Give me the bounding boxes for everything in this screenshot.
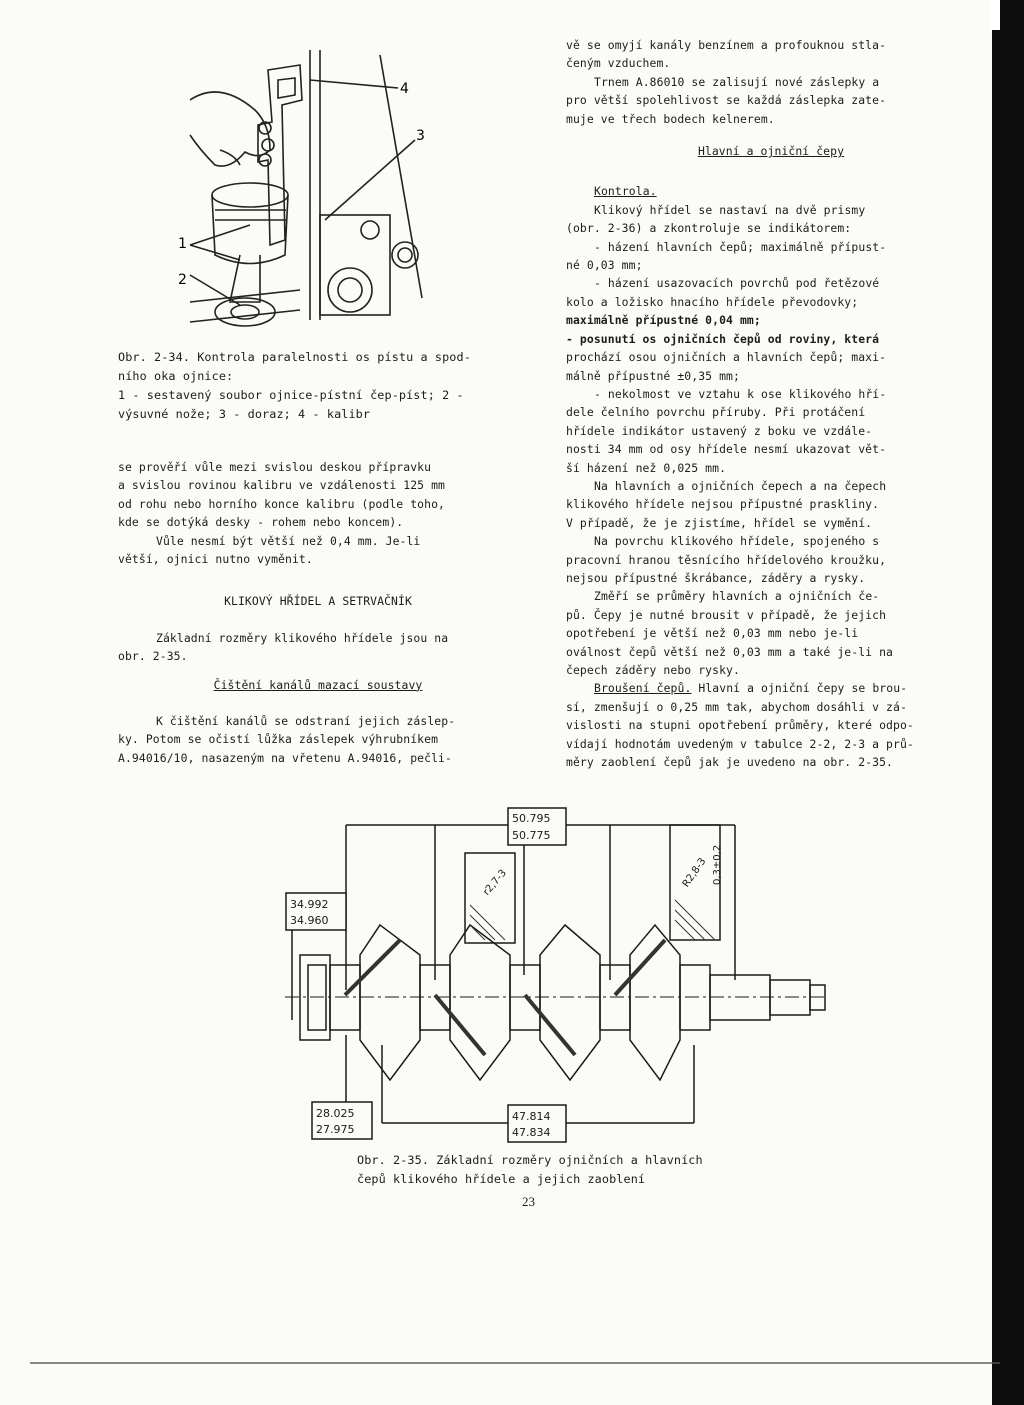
radius-right-label: R2,8-3 xyxy=(680,856,709,890)
caption-line: 1 - sestavený soubor ojnice-pístní čep-píst; 2 - xyxy=(118,388,464,402)
paragraph xyxy=(566,36,976,73)
paragraph xyxy=(118,458,518,532)
figure-2-34-illustration xyxy=(160,40,460,345)
paragraph xyxy=(566,679,976,771)
text-line: vě se omyjí kanály benzínem a profouknou stla- xyxy=(566,38,887,52)
caption-line: Obr. 2-35. Základní rozměry ojničních a hlavních xyxy=(357,1153,703,1167)
text-line: Základní rozměry klikového hřídele jsou na xyxy=(156,630,449,645)
text-line: Změří se průměry hlavních a ojničních če- xyxy=(594,589,880,604)
heading-main-pins: Hlavní a ojniční čepy xyxy=(697,144,845,159)
paragraph xyxy=(566,587,976,679)
paragraph xyxy=(118,532,518,569)
bottom-rule xyxy=(30,1362,1000,1364)
dim-bottom-center-lower: 47.834 xyxy=(512,1126,551,1139)
left-column xyxy=(118,458,518,767)
text-line: a svislou rovinou kalibru ve vzdálenosti 125 mm xyxy=(118,478,446,493)
text-line: dele čelního povrchu příruby. Při protáčení xyxy=(566,405,866,420)
text-line: kde se dotýká desky - rohem nebo koncem). xyxy=(118,515,404,530)
text-line: oválnost čepů větší než 0,03 mm a také je-li na xyxy=(566,644,894,659)
text-line: kolo a ložisko hnacího hřídele převodovky; xyxy=(566,294,859,309)
caption-line: výsuvné nože; 3 - doraz; 4 - kalibr xyxy=(118,407,371,421)
text-line: - posunutí os ojničních čepů od roviny, která xyxy=(566,331,880,346)
dim-top-upper: 50.795 xyxy=(512,812,551,825)
text-line: nejsou přípustné škrábance, záděry a rysky. xyxy=(566,570,866,585)
paragraph xyxy=(566,477,976,532)
text-line: Na hlavních a ojničních čepech a na čepech xyxy=(594,478,887,493)
text-line xyxy=(566,679,976,697)
scan-edge-notch xyxy=(990,0,1000,30)
text-line: A.94016/10, nasazeným na vřetenu A.94016, pečli- xyxy=(118,750,452,765)
text-line: muje ve třech bodech kelnerem. xyxy=(566,111,775,126)
text-line: ší házení než 0,025 mm. xyxy=(566,460,727,475)
callout-1: 1 xyxy=(178,236,187,252)
subheading-kontrola: Kontrola. xyxy=(594,184,657,199)
text-line: pů. Čepy je nutné brousit v případě, že jejich xyxy=(566,607,887,622)
paragraph xyxy=(566,73,976,128)
callout-3: 3 xyxy=(416,128,425,144)
page-number: 23 xyxy=(522,1194,535,1209)
text-line: Vůle nesmí být větší než 0,4 mm. Je-li xyxy=(156,533,421,548)
text-line: V případě, že je zjistíme, hřídel se vymění. xyxy=(566,515,873,530)
section-title: KLIKOVÝ HŘÍDEL A SETRVAČNÍK xyxy=(224,594,412,609)
text-line: čeným vzduchem. xyxy=(566,56,671,71)
text-line: opotřebení je větší než 0,03 mm nebo je-li xyxy=(566,626,859,641)
text-line: větší, ojnici nutno vyměnit. xyxy=(118,552,313,567)
inline-heading-grinding: Broušení čepů. xyxy=(594,681,692,696)
text-line: nosti 34 mm od osy hřídele nesmí ukazovat vět- xyxy=(566,442,887,457)
caption-line: Obr. 2-34. Kontrola paralelnosti os pístu a spod- xyxy=(118,350,471,364)
radius-left-label: r2,7-3 xyxy=(481,867,509,898)
callout-2: 2 xyxy=(178,272,187,288)
text-line: Na povrchu klikového hřídele, spojeného s xyxy=(594,534,880,549)
text-line: hřídele indikátor ustavený z boku ve vzdále- xyxy=(566,423,873,438)
caption-line: čepů klikového hřídele a jejich zaoblení xyxy=(357,1172,646,1186)
right-column xyxy=(566,36,976,771)
scan-edge xyxy=(992,0,1024,1405)
text-line: K čištění kanálů se odstraní jejich záslep- xyxy=(156,714,456,729)
text-line: - házení usazovacích povrchů pod řetězové xyxy=(594,276,880,291)
text-line: měry zaoblení čepů jak je uvedeno na obr. 2-35. xyxy=(566,755,894,770)
callout-4: 4 xyxy=(400,81,409,97)
paragraph xyxy=(118,629,518,666)
text-line: čepech záděry nebo rysky. xyxy=(566,663,740,677)
text-line: od rohu nebo horního konce kalibru (podle toho, xyxy=(118,496,446,511)
text-line: pro větší spolehlivost se každá záslepka zate- xyxy=(566,93,887,108)
text-line: vídají hodnotám uvedeným v tabulce 2-2, 2-3 a prů- xyxy=(566,736,914,751)
text-line: se prověří vůle mezi svislou deskou přípravku xyxy=(118,460,432,474)
subheading-cleaning: Čištění kanálů mazací soustavy xyxy=(213,677,423,692)
dim-left-upper: 34.992 xyxy=(290,898,329,911)
figure-2-35-caption xyxy=(357,1151,777,1189)
caption-line: ního oka ojnice: xyxy=(118,369,234,383)
text-line: prochází osou ojničních a hlavních čepů; maxi- xyxy=(566,350,887,365)
dim-bottom-left-upper: 28.025 xyxy=(316,1107,355,1120)
dim-bottom-center-upper: 47.814 xyxy=(512,1110,551,1123)
text-line: ky. Potom se očistí lůžka záslepek výhrubníkem xyxy=(118,732,439,747)
paragraph xyxy=(118,712,518,767)
text-line: sí, zmenšují o 0,25 mm tak, abychom dosáhli v zá- xyxy=(566,699,907,714)
text-line: maximálně přípustné 0,04 mm; xyxy=(566,313,761,328)
chamfer-label: 0,3±0,2 xyxy=(712,844,723,885)
text-fragment: Hlavní a ojniční čepy se brou- xyxy=(691,681,908,696)
text-line: Klikový hřídel se nastaví na dvě prismy xyxy=(594,202,866,217)
text-line: málně přípustné ±0,35 mm; xyxy=(566,368,740,383)
figure-2-35-crankshaft-drawing xyxy=(280,805,840,1150)
text-line: klikového hřídele nejsou přípustné praskliny. xyxy=(566,497,880,512)
text-line: (obr. 2-36) a zkontroluje se indikátorem: xyxy=(566,221,852,236)
text-line: - házení hlavních čepů; maximálně přípust- xyxy=(594,239,887,254)
text-line: vislosti na stupni opotřebení průměry, které odpo- xyxy=(566,718,914,733)
figure-2-34-caption xyxy=(118,348,518,424)
paragraph xyxy=(566,201,976,477)
text-line: Trnem A.86010 se zalisují nové záslepky a xyxy=(594,74,880,89)
dim-top-lower: 50.775 xyxy=(512,829,551,842)
text-line: - nekolmost ve vztahu k ose klikového hří- xyxy=(594,386,887,401)
paragraph xyxy=(566,532,976,587)
text-line: obr. 2-35. xyxy=(118,649,188,664)
dim-left-lower: 34.960 xyxy=(290,914,329,927)
dim-bottom-left-lower: 27.975 xyxy=(316,1123,355,1136)
text-line: pracovní hranou těsnícího hřídelového kroužku, xyxy=(566,552,887,567)
text-line: né 0,03 mm; xyxy=(566,258,643,273)
